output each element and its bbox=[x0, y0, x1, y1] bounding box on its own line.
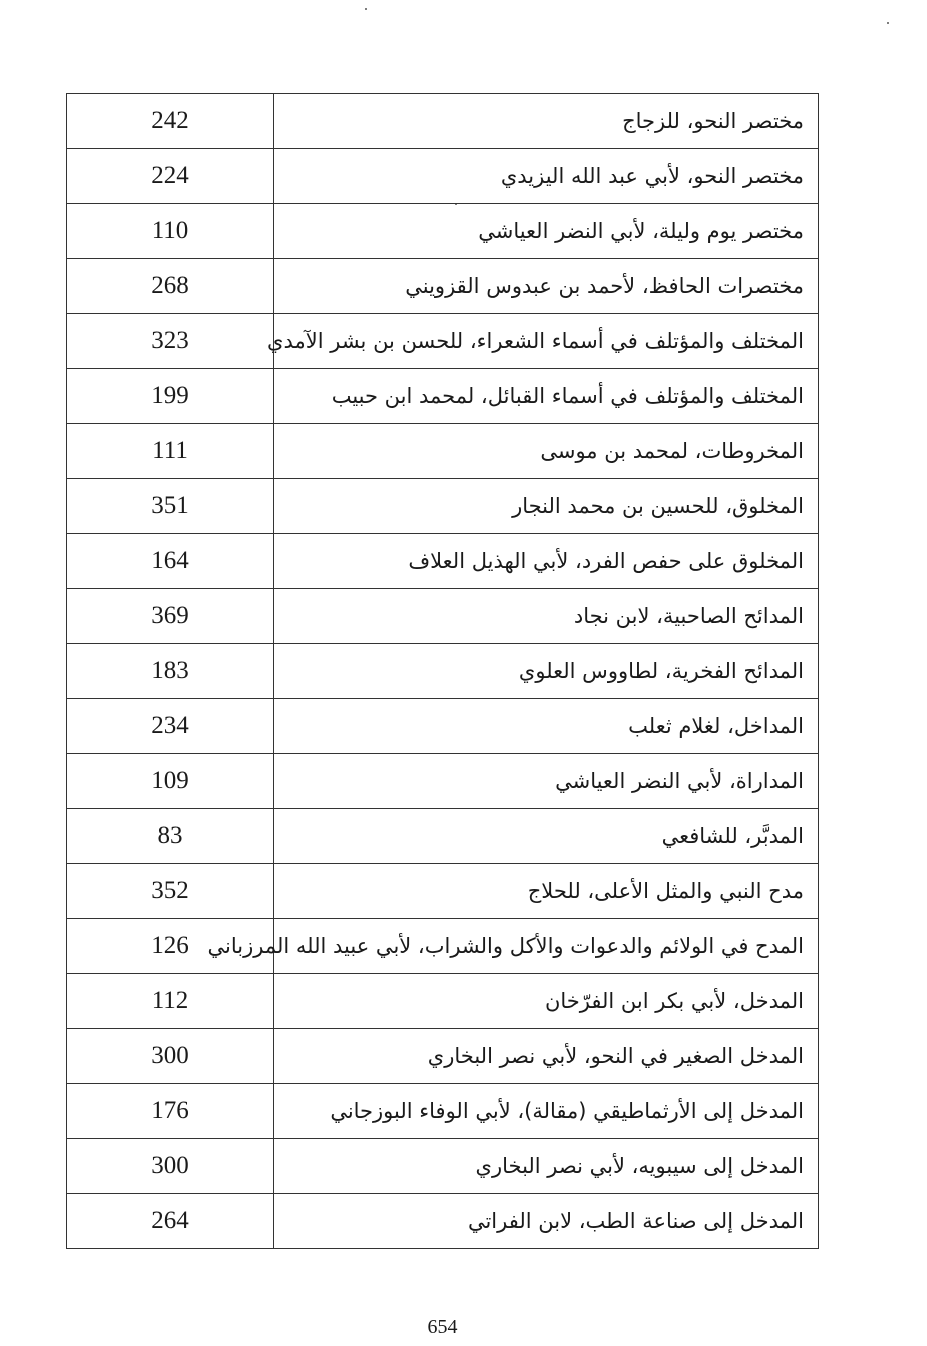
page-cell: 183 bbox=[67, 644, 274, 699]
title-cell: مختصرات الحافظ، لأحمد بن عبدوس القزويني bbox=[274, 259, 819, 314]
title-cell: المدائح الفخرية، لطاووس العلوي bbox=[274, 644, 819, 699]
title-cell: مختصر النحو، لأبي عبد الله اليزيدي bbox=[274, 149, 819, 204]
page-number: 654 bbox=[427, 1316, 458, 1338]
table-row bbox=[67, 699, 819, 754]
page-cell: 224 bbox=[67, 149, 274, 204]
table-row bbox=[67, 1029, 819, 1084]
page-cell: 126 bbox=[67, 919, 274, 974]
table-row bbox=[67, 369, 819, 424]
table-row bbox=[67, 314, 819, 369]
table-row bbox=[67, 644, 819, 699]
table-row bbox=[67, 919, 819, 974]
page-cell: 369 bbox=[67, 589, 274, 644]
table-row bbox=[67, 149, 819, 204]
title-cell: المداخل، لغلام ثعلب bbox=[274, 699, 819, 754]
page-cell: 351 bbox=[67, 479, 274, 534]
title-cell: المداراة، لأبي النضر العياشي bbox=[274, 754, 819, 809]
title-cell: المدخل إلى سيبويه، لأبي نصر البخاري bbox=[274, 1139, 819, 1194]
title-cell: المختلف والمؤتلف في أسماء الشعراء، للحسن بن بشر الآمدي bbox=[274, 314, 819, 369]
title-cell: المخلوق على حفص الفرد، لأبي الهذيل العلاف bbox=[274, 534, 819, 589]
table-row bbox=[67, 204, 819, 259]
page-cell: 83 bbox=[67, 809, 274, 864]
title-cell: المدخل، لأبي بكر ابن الفرّخان bbox=[274, 974, 819, 1029]
page-cell: 268 bbox=[67, 259, 274, 314]
title-cell: المدبَّر، للشافعي bbox=[274, 809, 819, 864]
table-row bbox=[67, 94, 819, 149]
table-row bbox=[67, 974, 819, 1029]
page-cell: 112 bbox=[67, 974, 274, 1029]
table-row bbox=[67, 1139, 819, 1194]
table-row bbox=[67, 864, 819, 919]
table-row bbox=[67, 809, 819, 864]
title-cell: المخلوق، للحسين بن محمد النجار bbox=[274, 479, 819, 534]
index-table bbox=[66, 93, 819, 1249]
table-row bbox=[67, 1084, 819, 1139]
title-cell: مختصر النحو، للزجاج bbox=[274, 94, 819, 149]
scan-speck bbox=[365, 8, 367, 10]
table-row bbox=[67, 534, 819, 589]
title-cell: المدح في الولائم والدعوات والأكل والشراب، لأبي عبيد الله المرزباني bbox=[274, 919, 819, 974]
page-cell: 323 bbox=[67, 314, 274, 369]
table-row bbox=[67, 479, 819, 534]
title-cell: المدخل الصغير في النحو، لأبي نصر البخاري bbox=[274, 1029, 819, 1084]
page-cell: 264 bbox=[67, 1194, 274, 1249]
scan-speck bbox=[887, 22, 889, 24]
table-row bbox=[67, 1194, 819, 1249]
page-cell: 164 bbox=[67, 534, 274, 589]
table-row bbox=[67, 589, 819, 644]
table-row bbox=[67, 259, 819, 314]
title-cell: مختصر يوم وليلة، لأبي النضر العياشي bbox=[274, 204, 819, 259]
page-cell: 300 bbox=[67, 1029, 274, 1084]
table-row bbox=[67, 424, 819, 479]
page-cell: 199 bbox=[67, 369, 274, 424]
page-cell: 234 bbox=[67, 699, 274, 754]
page-cell: 176 bbox=[67, 1084, 274, 1139]
title-cell: المدائح الصاحبية، لابن نجاد bbox=[274, 589, 819, 644]
title-cell: المخروطات، لمحمد بن موسى bbox=[274, 424, 819, 479]
page-cell: 110 bbox=[67, 204, 274, 259]
page-cell: 109 bbox=[67, 754, 274, 809]
index-table-body bbox=[67, 94, 819, 1249]
page-cell: 300 bbox=[67, 1139, 274, 1194]
title-cell: المختلف والمؤتلف في أسماء القبائل، لمحمد ابن حبيب bbox=[274, 369, 819, 424]
title-cell: مدح النبي والمثل الأعلى، للحلاج bbox=[274, 864, 819, 919]
table-row bbox=[67, 754, 819, 809]
title-cell: المدخل إلى صناعة الطب، لابن الفراتي bbox=[274, 1194, 819, 1249]
page-cell: 242 bbox=[67, 94, 274, 149]
page-cell: 352 bbox=[67, 864, 274, 919]
title-cell: المدخل إلى الأرثماطيقي (مقالة)، لأبي الوفاء البوزجاني bbox=[274, 1084, 819, 1139]
page-cell: 111 bbox=[67, 424, 274, 479]
